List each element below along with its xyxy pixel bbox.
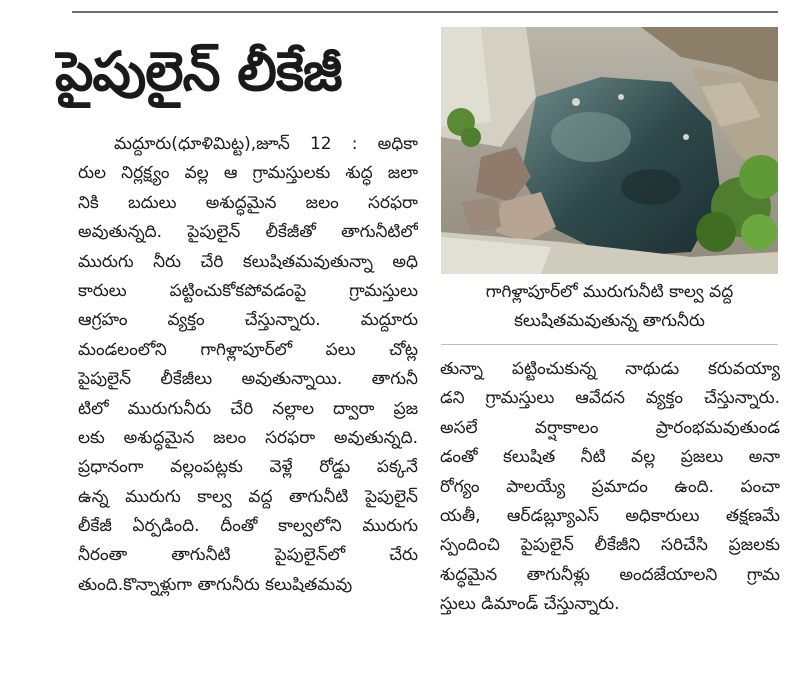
article-line: పైపులైన్ లీకేజీలు అవుతున్నాయి. తాగునీ <box>78 369 418 390</box>
article-line: నికి బదులు అశుద్ధమైన జలం సరఫరా <box>78 192 418 213</box>
caption-line: కలుషితమవుతున్న తాగునీరు <box>514 311 705 331</box>
article-line: మురుగు నీరు చేరి కలుషితమవుతున్నా అధి <box>78 251 418 272</box>
article-left-column <box>78 130 418 600</box>
article-line: శుద్ధమైన తాగునీళ్లు అందజేయాలని గ్రామ <box>440 564 780 585</box>
top-rule <box>72 11 778 13</box>
article-line: స్పందించి పైపులైన్ లీకేజీని సరిచేసి ప్రజలకు <box>440 535 780 556</box>
article-line: నీరంతా తాగునీటి పైపులైన్‌లో చేరు <box>78 545 418 566</box>
caption-line: గాగిళ్లాపూర్‌లో మురుగునీటి కాల్వ వద్ద <box>485 282 734 302</box>
article-line: లీకేజీ ఏర్పడింది. దీంతో కాల్వలోని మురుగు <box>78 516 418 537</box>
article-line: అవుతున్నది. పైపులైన్ లీకేజీతో తాగునీటిలో <box>78 222 418 243</box>
article-line: లకు అశుద్ధమైన జలం సరఫరా అవుతున్నది. <box>78 427 418 448</box>
article-line: మండలంలోని గాగిళ్లాపూర్‌లో పలు చోట్ల <box>78 339 418 360</box>
article-line: యతీ, ఆర్‌డబ్ల్యూఎస్ అధికారులు తక్షణమే <box>440 505 780 526</box>
article-line: స్తులు డిమాండ్ చేస్తున్నారు. <box>440 594 620 615</box>
article-line: ఉన్న మురుగు కాల్వ వద్ద తాగునీటి పైపులైన్ <box>78 486 418 507</box>
article-line: తుంది.కొన్నాళ్లుగా తాగునీరు కలుషితమవు <box>78 574 353 595</box>
headline: పైపులైన్ లీకేజీ <box>55 40 342 103</box>
article-line: రోగ్యం పాలయ్యే ప్రమాదం ఉంది. పంచా <box>440 476 780 497</box>
article-line: అసలే వర్షాకాలం ప్రారంభమవుతుండ <box>440 417 780 438</box>
article-line: మద్దూరు(ధూళిమిట్ట),జూన్ 12 : అధికా <box>114 134 418 154</box>
caption-rule <box>441 344 778 345</box>
article-right-column <box>440 355 780 620</box>
article-line: రుల నిర్లక్ష్యం వల్ల ఆ గ్రామస్తులకు శుద్ధ జలా <box>78 163 418 184</box>
article-line: కారులు పట్టించుకోకపోవడంపై గ్రామస్తులు <box>78 280 418 301</box>
news-photo <box>441 27 778 274</box>
article-line: ఆగ్రహం వ్యక్తం చేస్తున్నారు. మద్దూరు <box>78 310 418 331</box>
photo-caption <box>441 278 778 336</box>
article-line: తున్నా పట్టించుకున్న నాథుడు కరువయ్యా <box>440 359 780 379</box>
article-line: టిలో మురుగునీరు చేరి నల్లాల ద్వారా ప్రజ <box>78 398 418 419</box>
drain-photo-illustration <box>441 27 778 274</box>
article-line: ప్రధానంగా వల్లంపట్లకు వెళ్లే రోడ్డు పక్కనే <box>78 457 418 478</box>
article-line: డని గ్రామస్తులు ఆవేదన వ్యక్తం చేస్తున్నారు. <box>440 388 780 409</box>
article-line: డంతో కలుషిత నీటి వల్ల ప్రజలు అనా <box>440 447 780 468</box>
